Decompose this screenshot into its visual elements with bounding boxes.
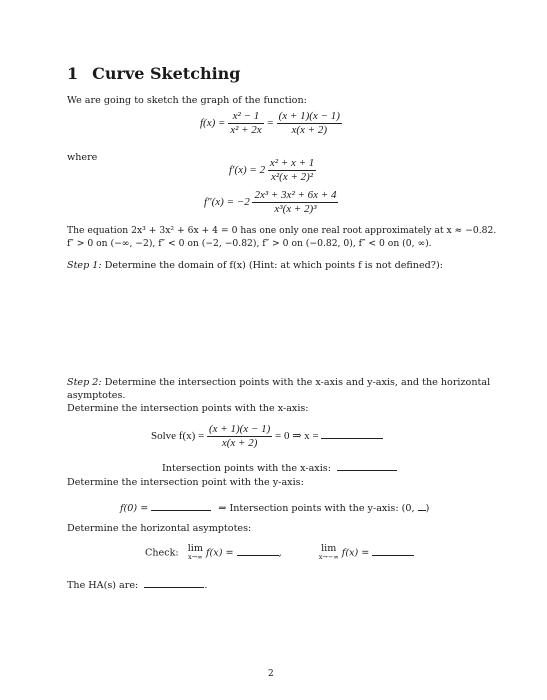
limit-2-sub: x→−∞: [318, 553, 339, 561]
fdouble-lhs: f″(x) = −2: [204, 196, 250, 209]
x-axis-prompt: Determine the intersection points with the x-axis:: [67, 403, 309, 414]
limit-1-word: lim: [187, 543, 203, 554]
ha-answer-period: .: [204, 580, 208, 591]
f-fraction-2: [277, 111, 342, 136]
step-1-text: Determine the domain of f(x) (Hint: at which points f is not defined?):: [101, 260, 443, 271]
limit-comma: ,: [278, 547, 282, 559]
ha-answer-blank[interactable]: [144, 578, 204, 588]
f-equals: =: [266, 117, 274, 130]
fdouble-denominator: x³(x + 2)³: [274, 203, 317, 215]
f0-label: f(0) =: [120, 503, 149, 514]
equation-note-1: The equation 2x³ + 3x² + 6x + 4 = 0 has one only one real root approximately at x ≈ −0.82.: [67, 225, 497, 236]
limit-1-sub: x→∞: [188, 553, 203, 561]
step-1: [67, 259, 443, 272]
f-fraction-1: [228, 111, 264, 136]
page-number: 2: [268, 669, 274, 679]
solve-fraction: [207, 424, 272, 449]
fprime-lhs: f′(x) = 2: [229, 164, 266, 177]
section-title: Curve Sketching: [92, 64, 241, 83]
step-1-label: Step 1:: [67, 260, 102, 271]
step-2-line-1: [67, 376, 490, 389]
limit-2: [319, 544, 339, 562]
x-solution-blank[interactable]: [321, 429, 383, 439]
f-fraction-1-numerator: x² − 1: [228, 111, 264, 124]
check-label: Check:: [145, 547, 179, 559]
y-intersection-close: ): [425, 503, 430, 514]
limits-line: [145, 544, 414, 562]
solve-label: Solve f(x) =: [151, 430, 205, 443]
limit-1: [188, 544, 203, 562]
equation-note-2: f″ > 0 on (−∞, −2), f″ < 0 on (−2, −0.82), f″ > 0 on (−0.82, 0), f″ < 0 on (0, ∞).: [67, 238, 432, 249]
f-fraction-2-numerator: (x + 1)(x − 1): [278, 110, 340, 122]
limit-1-blank[interactable]: [237, 546, 279, 556]
ha-answer-line: [67, 578, 207, 592]
section-heading: [67, 64, 240, 83]
x-intersections-line: [162, 461, 397, 475]
solve-equation: [151, 424, 383, 449]
x-intersections-blank[interactable]: [337, 461, 397, 471]
fdouble-fraction: [252, 190, 338, 215]
function-definition: [200, 111, 342, 136]
limit-2-fx: f(x) =: [341, 547, 370, 559]
solve-denominator: x(x + 2): [221, 437, 258, 449]
fprime-denominator: x²(x + 2)²: [271, 171, 314, 183]
step-2-line-2: asymptotes.: [67, 390, 126, 401]
fprime-fraction: [268, 158, 316, 183]
f-fraction-2-denominator: x(x + 2): [291, 124, 328, 136]
second-derivative: [204, 190, 338, 215]
step-2-text-1: Determine the intersection points with the x-axis and y-axis, and the horizontal: [101, 377, 491, 388]
first-derivative: [229, 158, 316, 183]
solve-numerator: (x + 1)(x − 1): [209, 423, 271, 435]
limit-2-word: lim: [321, 543, 337, 554]
ha-answer-label: The HA(s) are:: [67, 580, 139, 591]
section-number: 1: [67, 64, 79, 83]
y-intersection-blank[interactable]: [418, 501, 426, 511]
limit-2-blank[interactable]: [372, 546, 414, 556]
limit-1-fx: f(x) =: [205, 547, 234, 559]
y-intersection-line: [120, 501, 429, 515]
where-text: where: [67, 152, 98, 163]
f-lhs: f(x) =: [200, 117, 226, 130]
ha-prompt: Determine the horizontal asymptotes:: [67, 523, 252, 534]
x-intersections-label: Intersection points with the x-axis:: [162, 463, 331, 474]
intro-text: We are going to sketch the graph of the function:: [67, 95, 307, 106]
f0-blank[interactable]: [151, 501, 211, 511]
step-2-label: Step 2:: [67, 377, 102, 388]
fprime-numerator: x² + x + 1: [269, 157, 315, 169]
f-fraction-1-denominator: x² + 2x: [230, 124, 262, 136]
y-axis-prompt: Determine the intersection point with the y-axis:: [67, 477, 304, 488]
solve-rhs: = 0 ⇒ x =: [275, 430, 319, 443]
fdouble-numerator: 2x³ + 3x² + 6x + 4: [254, 189, 337, 201]
y-intersection-label: ⇒ Intersection points with the y-axis: (0,: [218, 503, 418, 514]
